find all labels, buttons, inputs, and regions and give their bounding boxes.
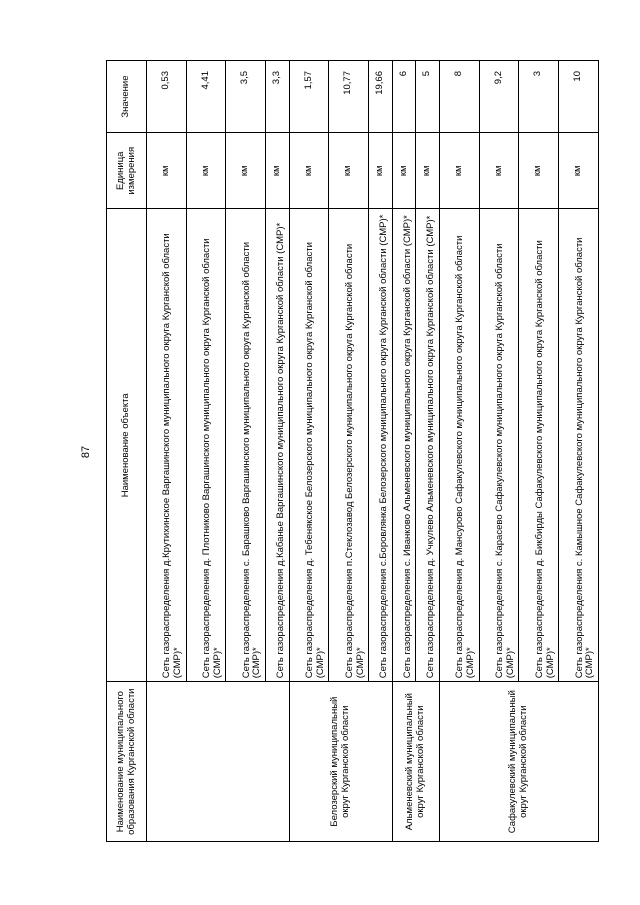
- object-cell: Сеть газораспределения д. Мансурово Сафакулевского муниципального округа Курганской области (СМР)*: [440, 209, 480, 682]
- unit-cell: км: [329, 133, 369, 209]
- municipality-cell: Альменевский муниципальный округ Курганской области: [392, 682, 439, 842]
- municipality-cell: Белозерский муниципальный округ Курганской области: [289, 682, 392, 842]
- value-cell: 10: [559, 61, 599, 133]
- table-row: [392, 61, 416, 842]
- object-cell: Сеть газораспределения д. Тебенякское Белозерского муниципального округа Курганской области (СМР)*: [289, 209, 329, 682]
- header-object: Наименование объекта: [107, 209, 147, 682]
- page-number: 87: [80, 445, 92, 459]
- municipality-cell: Сафакулевский муниципальный округ Курганской области: [440, 682, 599, 842]
- value-cell: 4,41: [186, 61, 226, 133]
- value-cell: 8: [440, 61, 480, 133]
- object-cell: Сеть газораспределения с. Карасево Сафакулевского муниципального округа Курганской области (СМР)*: [479, 209, 519, 682]
- unit-cell: км: [559, 133, 599, 209]
- header-unit: Единица измерения: [107, 133, 147, 209]
- gas-network-table: [106, 60, 599, 842]
- object-cell: Сеть газораспределения д. Плотниково Варгашинского муниципального округа Курганской области (СМР)*: [186, 209, 226, 682]
- object-cell: Сеть газораспределения д. Учкулево Альменевского муниципального округа Курганской области (СМР)*: [416, 209, 440, 682]
- rotated-table-wrapper: [106, 60, 599, 842]
- value-cell: 1,57: [289, 61, 329, 133]
- object-cell: Сеть газораспределения с.Боровлянка Белозерского муниципального округа Курганской области (СМР)*: [369, 209, 393, 682]
- value-cell: 3,5: [226, 61, 266, 133]
- object-cell: Сеть газораспределения с. Барашково Варгашинского муниципального округа Курганской области (СМР)*: [226, 209, 266, 682]
- unit-cell: км: [147, 133, 187, 209]
- unit-cell: км: [226, 133, 266, 209]
- unit-cell: км: [266, 133, 290, 209]
- unit-cell: км: [392, 133, 416, 209]
- unit-cell: км: [416, 133, 440, 209]
- value-cell: 5: [416, 61, 440, 133]
- table-header-row: [107, 61, 147, 842]
- value-cell: 19,66: [369, 61, 393, 133]
- value-cell: 3: [519, 61, 559, 133]
- object-cell: Сеть газораспределения с. Камышное Сафакулевского муниципального округа Курганской области (СМР)*: [559, 209, 599, 682]
- unit-cell: км: [479, 133, 519, 209]
- unit-cell: км: [440, 133, 480, 209]
- header-municipality: Наименование муниципального образования Курганской области: [107, 682, 147, 842]
- object-cell: Сеть газораспределения п.Стеклозавод Белозерского муниципального округа Курганской области (СМР)*: [329, 209, 369, 682]
- object-cell: Сеть газораспределения д.Крутихинское Варгашинского муниципального округа Курганской области (СМР)*: [147, 209, 187, 682]
- value-cell: 9,2: [479, 61, 519, 133]
- unit-cell: км: [289, 133, 329, 209]
- value-cell: 6: [392, 61, 416, 133]
- unit-cell: км: [369, 133, 393, 209]
- object-cell: Сеть газораспределения д. Бикбирды Сафакулевского муниципального округа Курганской области (СМР)*: [519, 209, 559, 682]
- value-cell: 3,3: [266, 61, 290, 133]
- municipality-cell: [147, 682, 290, 842]
- object-cell: Сеть газораспределения с. Иванково Альменевского муниципального округа Курганской области (СМР)*: [392, 209, 416, 682]
- table-row: [147, 61, 187, 842]
- table-row: [440, 61, 480, 842]
- header-value: Значение: [107, 61, 147, 133]
- object-cell: Сеть газораспределения д.Кабанье Варгашинского муниципального округа Курганской области (СМР)*: [266, 209, 290, 682]
- value-cell: 0,53: [147, 61, 187, 133]
- value-cell: 10,77: [329, 61, 369, 133]
- unit-cell: км: [519, 133, 559, 209]
- unit-cell: км: [186, 133, 226, 209]
- table-row: [289, 61, 329, 842]
